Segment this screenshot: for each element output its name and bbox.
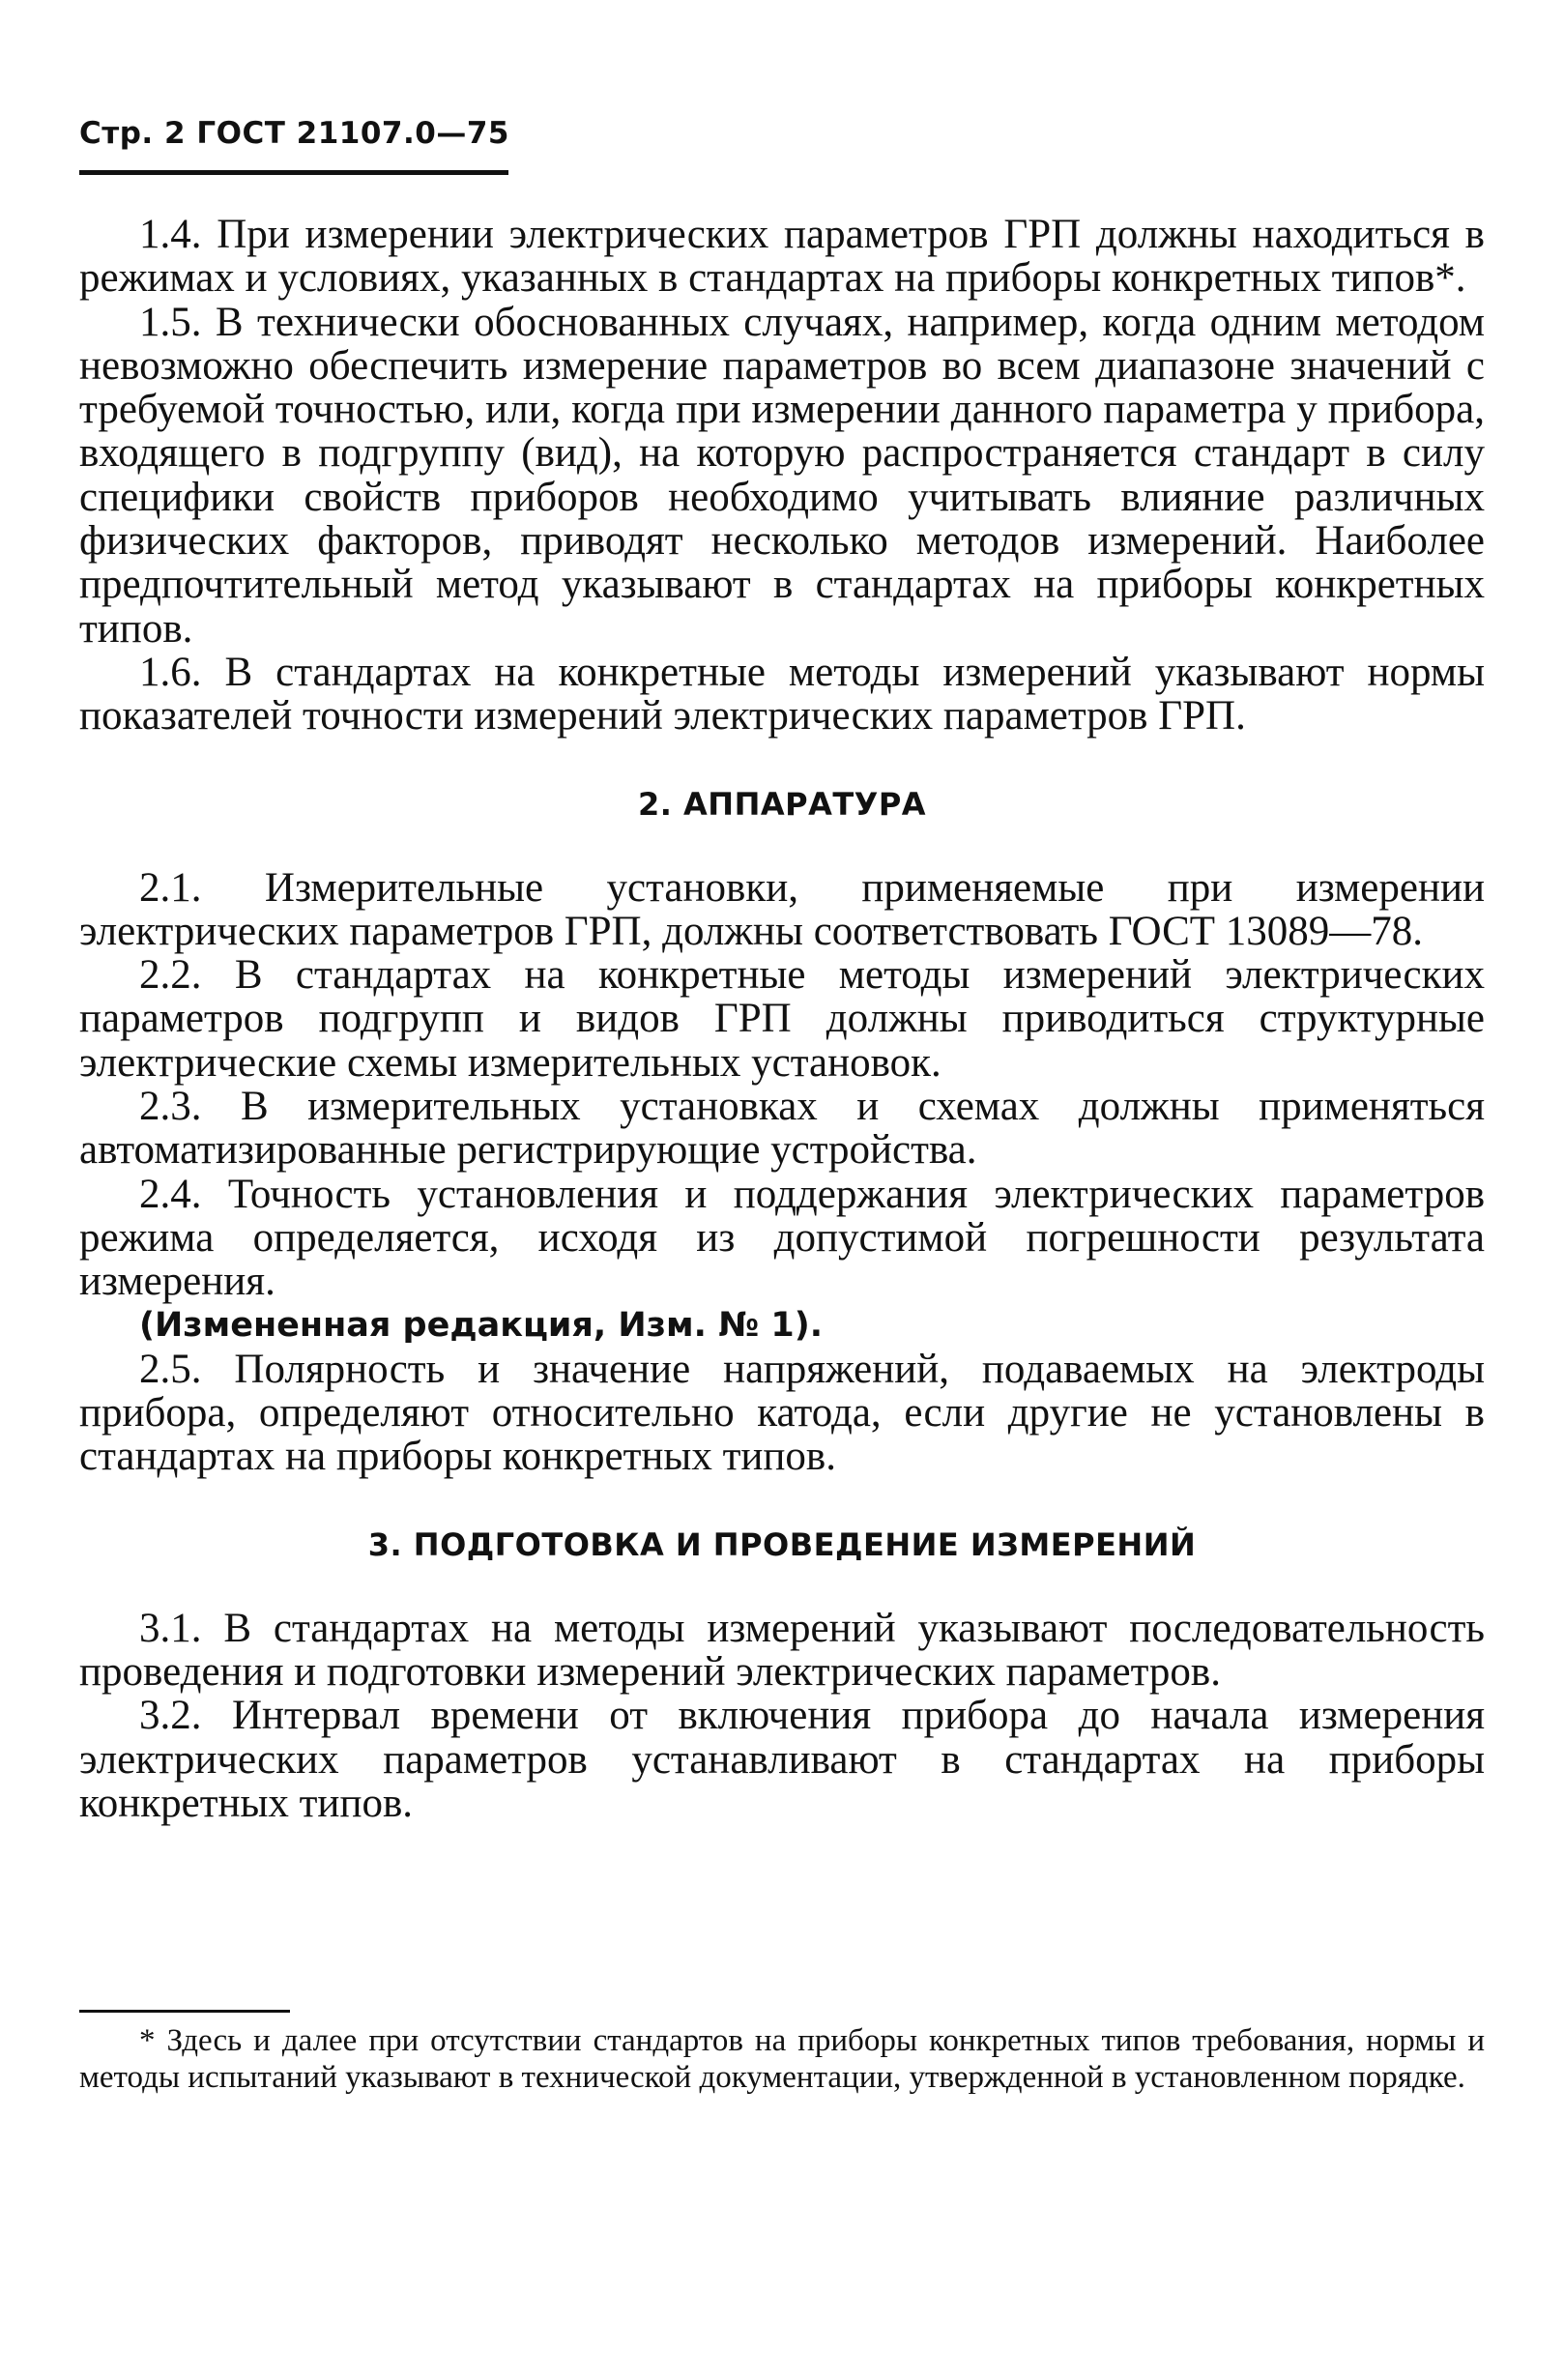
document-body [79,213,1485,1825]
header-rule [79,170,508,175]
paragraph-3-2: 3.2. Интервал времени от включения прибора до начала измерения электрических параметров устанавливают в стандартах на приборы конкретных типов. [79,1693,1485,1826]
paragraph-2-1: 2.1. Измерительные установки, применяемые при измерении электрических параметров ГРП, должны соответствовать ГОСТ 13089—78. [79,864,1485,954]
paragraph-1-4: 1.4. При измерении электрических параметров ГРП должны находиться в режимах и условиях, указанных в стандартах на приборы конкретных типов*. [79,212,1485,302]
paragraph-2-3: 2.3. В измерительных установках и схемах должны применяться автоматизированные регистрирующие устройства. [79,1084,1485,1174]
paragraph-2-2: 2.2. В стандартах на конкретные методы измерений электрических параметров подгрупп и видов ГРП должны приводиться структурные электрические схемы измерительных установок. [79,952,1485,1086]
footnote-rule [79,2010,290,2013]
paragraph-2-5: 2.5. Полярность и значение напряжений, подаваемых на электроды прибора, определяют относительно катода, если другие не установлены в стандартах на приборы конкретных типов. [79,1346,1485,1480]
paragraph-3-1: 3.1. В стандартах на методы измерений указывают последовательность проведения и подготовки измерений электрических параметров. [79,1605,1485,1696]
section-heading-apparatus: 2. АППАРАТУРА [637,785,927,823]
paragraph-2-4: 2.4. Точность установления и поддержания электрических параметров режима определяется, исходя из допустимой погрешности результата измерения. [79,1171,1485,1305]
page-header: Стр. 2 ГОСТ 21107.0—75 [79,116,509,151]
paragraph-1-6: 1.6. В стандартах на конкретные методы измерений указывают нормы показателей точности измерений электрических параметров ГРП. [79,649,1485,740]
amendment-note: (Измененная редакция, Изм. № 1). [139,1305,824,1345]
section-heading-preparation: 3. ПОДГОТОВКА И ПРОВЕДЕНИЕ ИЗМЕРЕНИЙ [367,1525,1197,1563]
paragraph-1-5: 1.5. В технически обоснованных случаях, например, когда одним методом невозможно обеспечить измерение параметров во всем диапазоне значений с требуемой точностью, или, когда при измерении данного параметра у прибора, входящего в подгруппу (вид), на которую распространяется стандарт в силу специфики свойств приборов необходимо учитывать влияние различных физических факторов, приводят несколько методов измерений. Наиболее предпочтительный метод указывают в стандартах на приборы конкретных типов. [79,299,1485,652]
footnote: * Здесь и далее при отсутствии стандартов на приборы конкретных типов требования, нормы и методы испытаний указывают в технической документации, утвержденной в установленном порядке. [79,2023,1485,2095]
